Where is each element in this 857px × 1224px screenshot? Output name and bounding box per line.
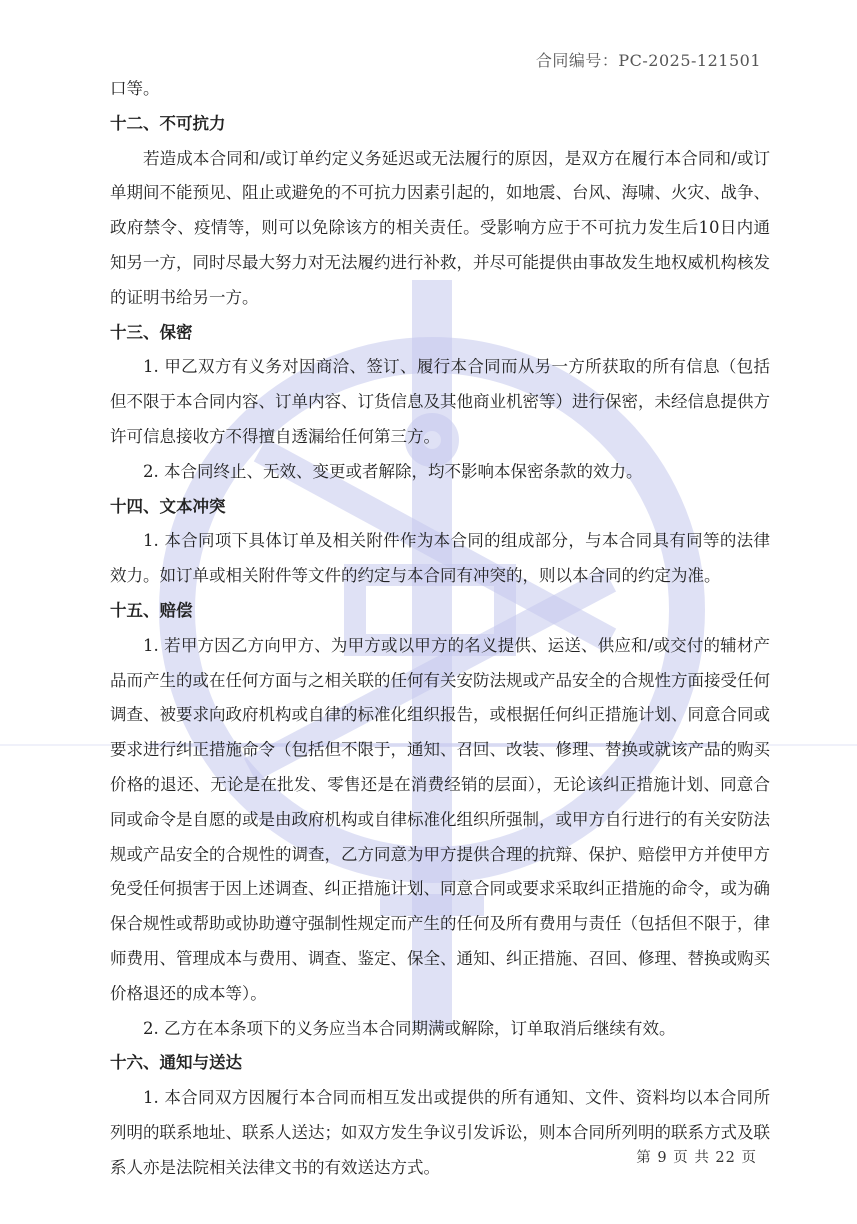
section-15-paragraph-1: 1. 若甲方因乙方向甲方、为甲方或以甲方的名义提供、运送、供应和/或交付的辅材产品而产生的或在任何方面与之相关联的任何有关安防法规或产品安全的合规性方面接受任何调查、被要求向政府机构或自律的标准化组织报告，或根据任何纠正措施计划、同意合同或要求进行纠正措施命令（包括但不限于，通知、召回、改装、修理、替换或就该产品的购买价格的退还、无论是在批发、零售还是在消费经销的层面），无论该纠正措施计划、同意合同或命令是自愿的或是由政府机构或自律标准化组织所强制，或甲方自行进行的有关安防法规或产品安全的合规性的调查，乙方同意为甲方提供合理的抗辩、保护、赔偿甲方并使甲方免受任何损害于因上述调查、纠正措施计划、同意合同或要求采取纠正措施的命令，或为确保合规性或帮助或协助遵守强制性规定而产生的任何及所有费用与责任（包括但不限于，律师费用、管理成本与费用、调查、鉴定、保全、通知、纠正措施、召回、修理、替换或购买价格退还的成本等）。 bbox=[110, 635, 770, 1003]
section-16-title: 十六、通知与送达 bbox=[110, 1053, 242, 1073]
contract-body bbox=[110, 72, 770, 1186]
section-12-title: 十二、不可抗力 bbox=[110, 113, 226, 133]
contract-number: 合同编号：PC-2025-121501 bbox=[535, 51, 761, 70]
continued-text-fragment: 口等。 bbox=[110, 79, 160, 98]
section-15-paragraph-2: 2. 乙方在本条项下的义务应当本合同期满或解除，订单取消后继续有效。 bbox=[143, 1018, 676, 1038]
section-13-title: 十三、保密 bbox=[110, 322, 193, 342]
section-12-paragraph-1: 若造成本合同和/或订单约定义务延迟或无法履行的原因，是双方在履行本合同和/或订单期间不能预见、阻止或避免的不可抗力因素引起的，如地震、台风、海啸、火灾、战争、政府禁令、疫情等，则可以免除该方的相关责任。受影响方应于不可抗力发生后10日内通知另一方，同时尽最大努力对无法履约进行补救，并尽可能提供由事故发生地权威机构核发的证明书给另一方。 bbox=[110, 148, 770, 307]
page-indicator: 第 9 页 共 22 页 bbox=[636, 1150, 757, 1166]
section-14-title: 十四、文本冲突 bbox=[110, 496, 226, 516]
section-16-paragraph-1: 1. 本合同双方因履行本合同而相互发出或提供的所有通知、文件、资料均以本合同所列明的联系地址、联系人送达；如双方发生争议引发诉讼，则本合同所列明的联系方式及联系人亦是法院相关法律文书的有效送达方式。 bbox=[110, 1088, 770, 1177]
section-14-paragraph-1: 1. 本合同项下具体订单及相关附件作为本合同的组成部分，与本合同具有同等的法律效力。如订单或相关附件等文件的约定与本合同有冲突的，则以本合同的约定为准。 bbox=[110, 531, 770, 586]
section-15-title: 十五、赔偿 bbox=[110, 600, 193, 620]
section-13-paragraph-2: 2. 本合同终止、无效、变更或者解除，均不影响本保密条款的效力。 bbox=[143, 461, 643, 481]
section-13-paragraph-1: 1. 甲乙双方有义务对因商洽、签订、履行本合同而从另一方所获取的所有信息（包括但不限于本合同内容、订单内容、订货信息及其他商业机密等）进行保密，未经信息提供方许可信息接收方不得擅自透漏给任何第三方。 bbox=[110, 357, 770, 446]
